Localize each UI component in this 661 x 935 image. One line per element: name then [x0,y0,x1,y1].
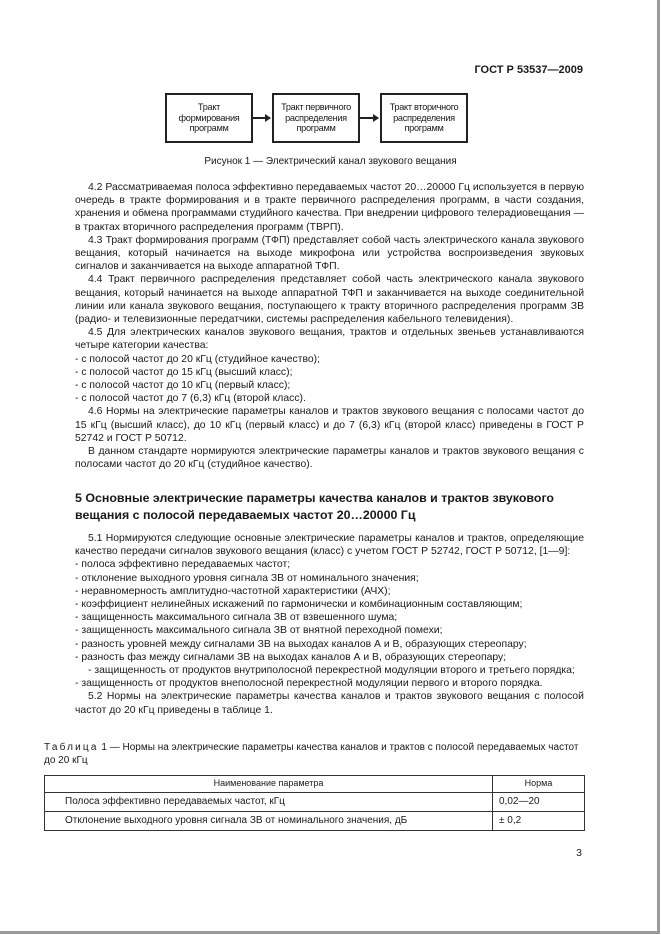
table-caption-word: Таблица [44,742,99,753]
list-item: - отклонение выходного уровня сигнала ЗВ от номинального значения; [75,572,419,584]
paragraph-4-4: 4.4 Тракт первичного распределения представляет собой часть электрического канала звукового вещания, который начинается на выходе аппаратной ТФП и заканчивается на выходе соединительной линии или канала звукового вещания, поступающего к тракту вторичного распределения программ ЗВ (радио- и телевизионные передатчики, системы распределения кабельного телевидения). [75,274,584,326]
list-item: - с полосой частот до 10 кГц (первый класс); [75,380,291,392]
standard-header: ГОСТ Р 53537—2009 [474,64,583,76]
paragraph-5-2: 5.2 Нормы на электрические параметры качества каналов и трактов звукового вещания с полосой частот до 20 кГц приведены в таблице 1. [75,691,584,716]
list-item: - защищенность максимального сигнала ЗВ от внятной переходной помехи; [75,625,443,637]
column-header-norm: Норма [493,776,585,793]
arrow-right-icon [360,117,378,119]
list-item: - полоса эффективно передаваемых частот; [75,559,291,571]
diagram-box-secondary: Тракт вторичного распределения программ [380,93,468,143]
list-item: - коэффициент нелинейных искажений по гармонически и комбинационным составляющим; [75,599,523,611]
paragraph-4-5: 4.5 Для электрических каналов звукового вещания, трактов и отдельных звеньев устанавливаются четыре категории качества: [75,327,584,352]
paragraph-5-1: 5.1 Нормируются следующие основные электрические параметры каналов и трактов, определяющие качество передачи сигналов звукового вещания (класс) с учетом ГОСТ Р 52742, ГОСТ Р 50712, [1—9]: [75,533,584,558]
diagram-box-formation: Тракт формирования программ [165,93,253,143]
section-4-text [75,181,584,471]
table-header-row [45,776,585,793]
table-cell-norm: ± 0,2 [493,812,585,831]
list-item: - разность уровней между сигналами ЗВ на выходах каналов А и В, образующих стереопару; [75,638,527,650]
list-item: - разность фаз между сигналами ЗВ на выходах каналов А и В, образующих стереопару; [75,651,507,663]
list-item: - защищенность от продуктов внутриполосной перекрестной модуляции второго и третьего порядка; [88,665,575,677]
column-header-parameter: Наименование параметра [45,776,493,793]
figure-caption: Рисунок 1 — Электрический канал звукового вещания [204,156,457,167]
list-item: - с полосой частот до 15 кГц (высший класс); [75,366,293,378]
table-cell-parameter: Отклонение выходного уровня сигнала ЗВ от номинального значения, дБ [45,812,493,831]
paragraph-4-3: 4.3 Тракт формирования программ (ТФП) представляет собой часть электрического канала звукового вещания, который начинается на выходе микрофона или устройства воспроизведения звуковых сигналов и заканчивается на выходе аппаратной ТФП. [75,234,584,273]
table-caption-text: 1 — Нормы на электрические параметры качества каналов и трактов с полосой передаваемых частот до 20 кГц [44,742,579,766]
list-item: - защищенность максимального сигнала ЗВ от взвешенного шума; [75,612,398,624]
list-item: - неравномерность амплитудно-частотной характеристики (АЧХ); [75,585,391,597]
table-row [45,812,585,831]
norms-table [44,775,585,831]
table-row [45,793,585,812]
section-5-title: 5 Основные электрические параметры качества каналов и трактов звукового вещания с полосой передаваемых частот 20…20000 Гц [75,491,555,522]
paragraph-4-6: 4.6 Нормы на электрические параметры каналов и трактов звукового вещания с полосами частот до 15 кГц (высший класс), до 10 кГц (первый класс) и до 7 (6,3) кГц (второй класс) приведены в ГОСТ Р 52742 и ГОСТ Р 50712. [75,406,584,444]
list-item: - с полосой частот до 20 кГц (студийное качество); [75,353,320,365]
table-cell-norm: 0,02—20 [493,793,585,812]
paragraph-4-6b: В данном стандарте нормируются электрические параметры каналов и трактов звукового вещания с полосами частот до 20 кГц (студийное качество). [75,446,584,471]
page-number: 3 [576,847,582,859]
list-item: - защищенность от продуктов внеполосной перекрестной модуляции первого и второго порядка. [75,678,543,690]
paragraph-4-2: 4.2 Рассматриваемая полоса эффективно передаваемых частот 20…20000 Гц используется в первую очередь в тракте формирования и в тракте первичного распределения программ, в части создания, хранения и обмена программами студийного качества. При внедрении цифрового телерадиовещания — в трактах вторичного распределения программ (ТВРП). [75,182,584,233]
section-5-text [75,532,584,717]
list-item: - с полосой частот до 7 (6,3) кГц (второй класс). [75,393,306,405]
arrow-right-icon [253,117,270,119]
channel-diagram [165,93,461,145]
diagram-box-primary: Тракт первичного распределения программ [272,93,360,143]
table-cell-parameter: Полоса эффективно передаваемых частот, кГц [45,793,493,812]
table-caption [44,741,589,767]
